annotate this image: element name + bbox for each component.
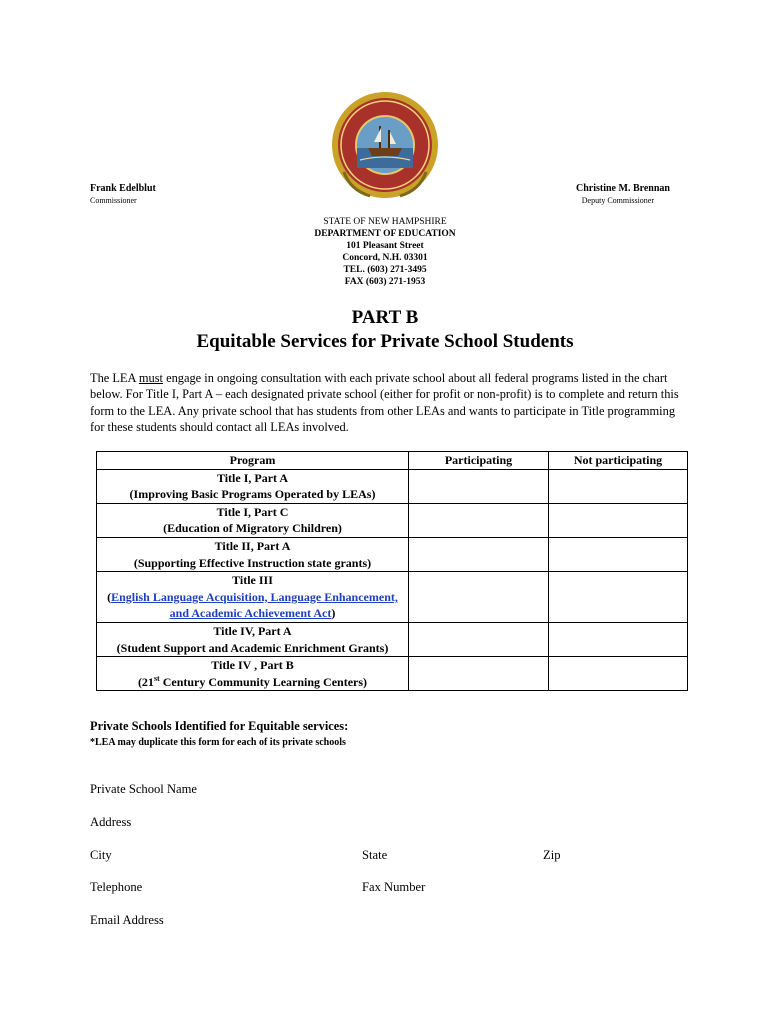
part-heading: Equitable Services for Private School Students (196, 331, 574, 352)
table-header-row (97, 452, 688, 470)
intro-text-rest: engage in ongoing consultation with each private school about all federal programs listed in the chart below. For Title I, Part A – each designated private school (either for profit or non-profit) is to complete and return this form to the LEA. Any private school that has students from other LEAs and wants to participate in Title programming for these students should contact all LEAs involved. (90, 371, 679, 435)
intro-must-emphasis: must (138, 371, 163, 385)
table-row (97, 657, 688, 691)
not-participating-column-header: Not participating (549, 452, 688, 470)
intro-text-start: The LEA (90, 371, 139, 385)
department-address-block (0, 216, 770, 288)
participating-cell[interactable] (409, 503, 549, 537)
email-address-field[interactable]: Email Address (90, 913, 164, 927)
table-row (97, 537, 688, 571)
telephone-field[interactable]: Telephone (90, 880, 143, 894)
state-name: STATE OF NEW HAMPSHIRE (323, 217, 447, 227)
city-address: Concord, N.H. 03301 (342, 253, 428, 263)
title-iii-act-link[interactable]: English Language Acquisition, Language Enhancement, and Academic Achievement Act (111, 589, 398, 621)
program-column-header: Program (97, 452, 409, 470)
participating-cell[interactable] (409, 622, 549, 656)
intro-paragraph (90, 370, 690, 436)
deputy-name: Christine M. Brennan (576, 183, 670, 194)
commissioner-name: Frank Edelblut (90, 183, 156, 194)
not-participating-cell[interactable] (549, 469, 688, 503)
deputy-title: Deputy Commissioner (581, 196, 654, 205)
city-field[interactable]: City (90, 848, 112, 862)
state-field[interactable]: State (362, 848, 388, 862)
private-schools-heading: Private Schools Identified for Equitable services: (90, 719, 349, 733)
participating-column-header: Participating (409, 452, 549, 470)
program-cell: Title II, Part A (Supporting Effective Instruction state grants) (97, 537, 409, 571)
commissioner-title: Commissioner (90, 196, 137, 205)
fax-number: FAX (603) 271-1953 (344, 277, 426, 287)
not-participating-cell[interactable] (549, 537, 688, 571)
program-cell: Title I, Part A (Improving Basic Programs Operated by LEAs) (97, 469, 409, 503)
private-school-name-field[interactable]: Private School Name (90, 782, 198, 796)
page-title (0, 306, 770, 354)
part-label: PART B (351, 307, 419, 328)
fax-number-field[interactable]: Fax Number (362, 880, 426, 894)
participating-cell[interactable] (409, 657, 549, 691)
program-participation-table (96, 451, 688, 691)
program-cell: Title IV , Part B (21st Century Community Learning Centers) (97, 657, 409, 691)
participating-cell[interactable] (409, 572, 549, 623)
not-participating-cell[interactable] (549, 657, 688, 691)
program-cell: Title IV, Part A (Student Support and Academic Enrichment Grants) (97, 622, 409, 656)
telephone-number: TEL. (603) 271-3495 (343, 265, 427, 275)
participating-cell[interactable] (409, 469, 549, 503)
not-participating-cell[interactable] (549, 503, 688, 537)
table-row (97, 622, 688, 656)
duplicate-form-note: *LEA may duplicate this form for each of its private schools (90, 737, 346, 748)
program-cell: Title III (English Language Acquisition, Language Enhancement, and Academic Achievement Act) (97, 572, 409, 623)
zip-field[interactable]: Zip (543, 848, 561, 862)
table-row (97, 469, 688, 503)
table-row (97, 503, 688, 537)
street-address: 101 Pleasant Street (346, 241, 424, 251)
not-participating-cell[interactable] (549, 572, 688, 623)
address-field[interactable]: Address (90, 815, 132, 829)
participating-cell[interactable] (409, 537, 549, 571)
program-cell: Title I, Part C (Education of Migratory Children) (97, 503, 409, 537)
department-name: DEPARTMENT OF EDUCATION (314, 229, 456, 239)
not-participating-cell[interactable] (549, 622, 688, 656)
new-hampshire-state-seal-icon (330, 90, 440, 200)
table-row (97, 572, 688, 623)
